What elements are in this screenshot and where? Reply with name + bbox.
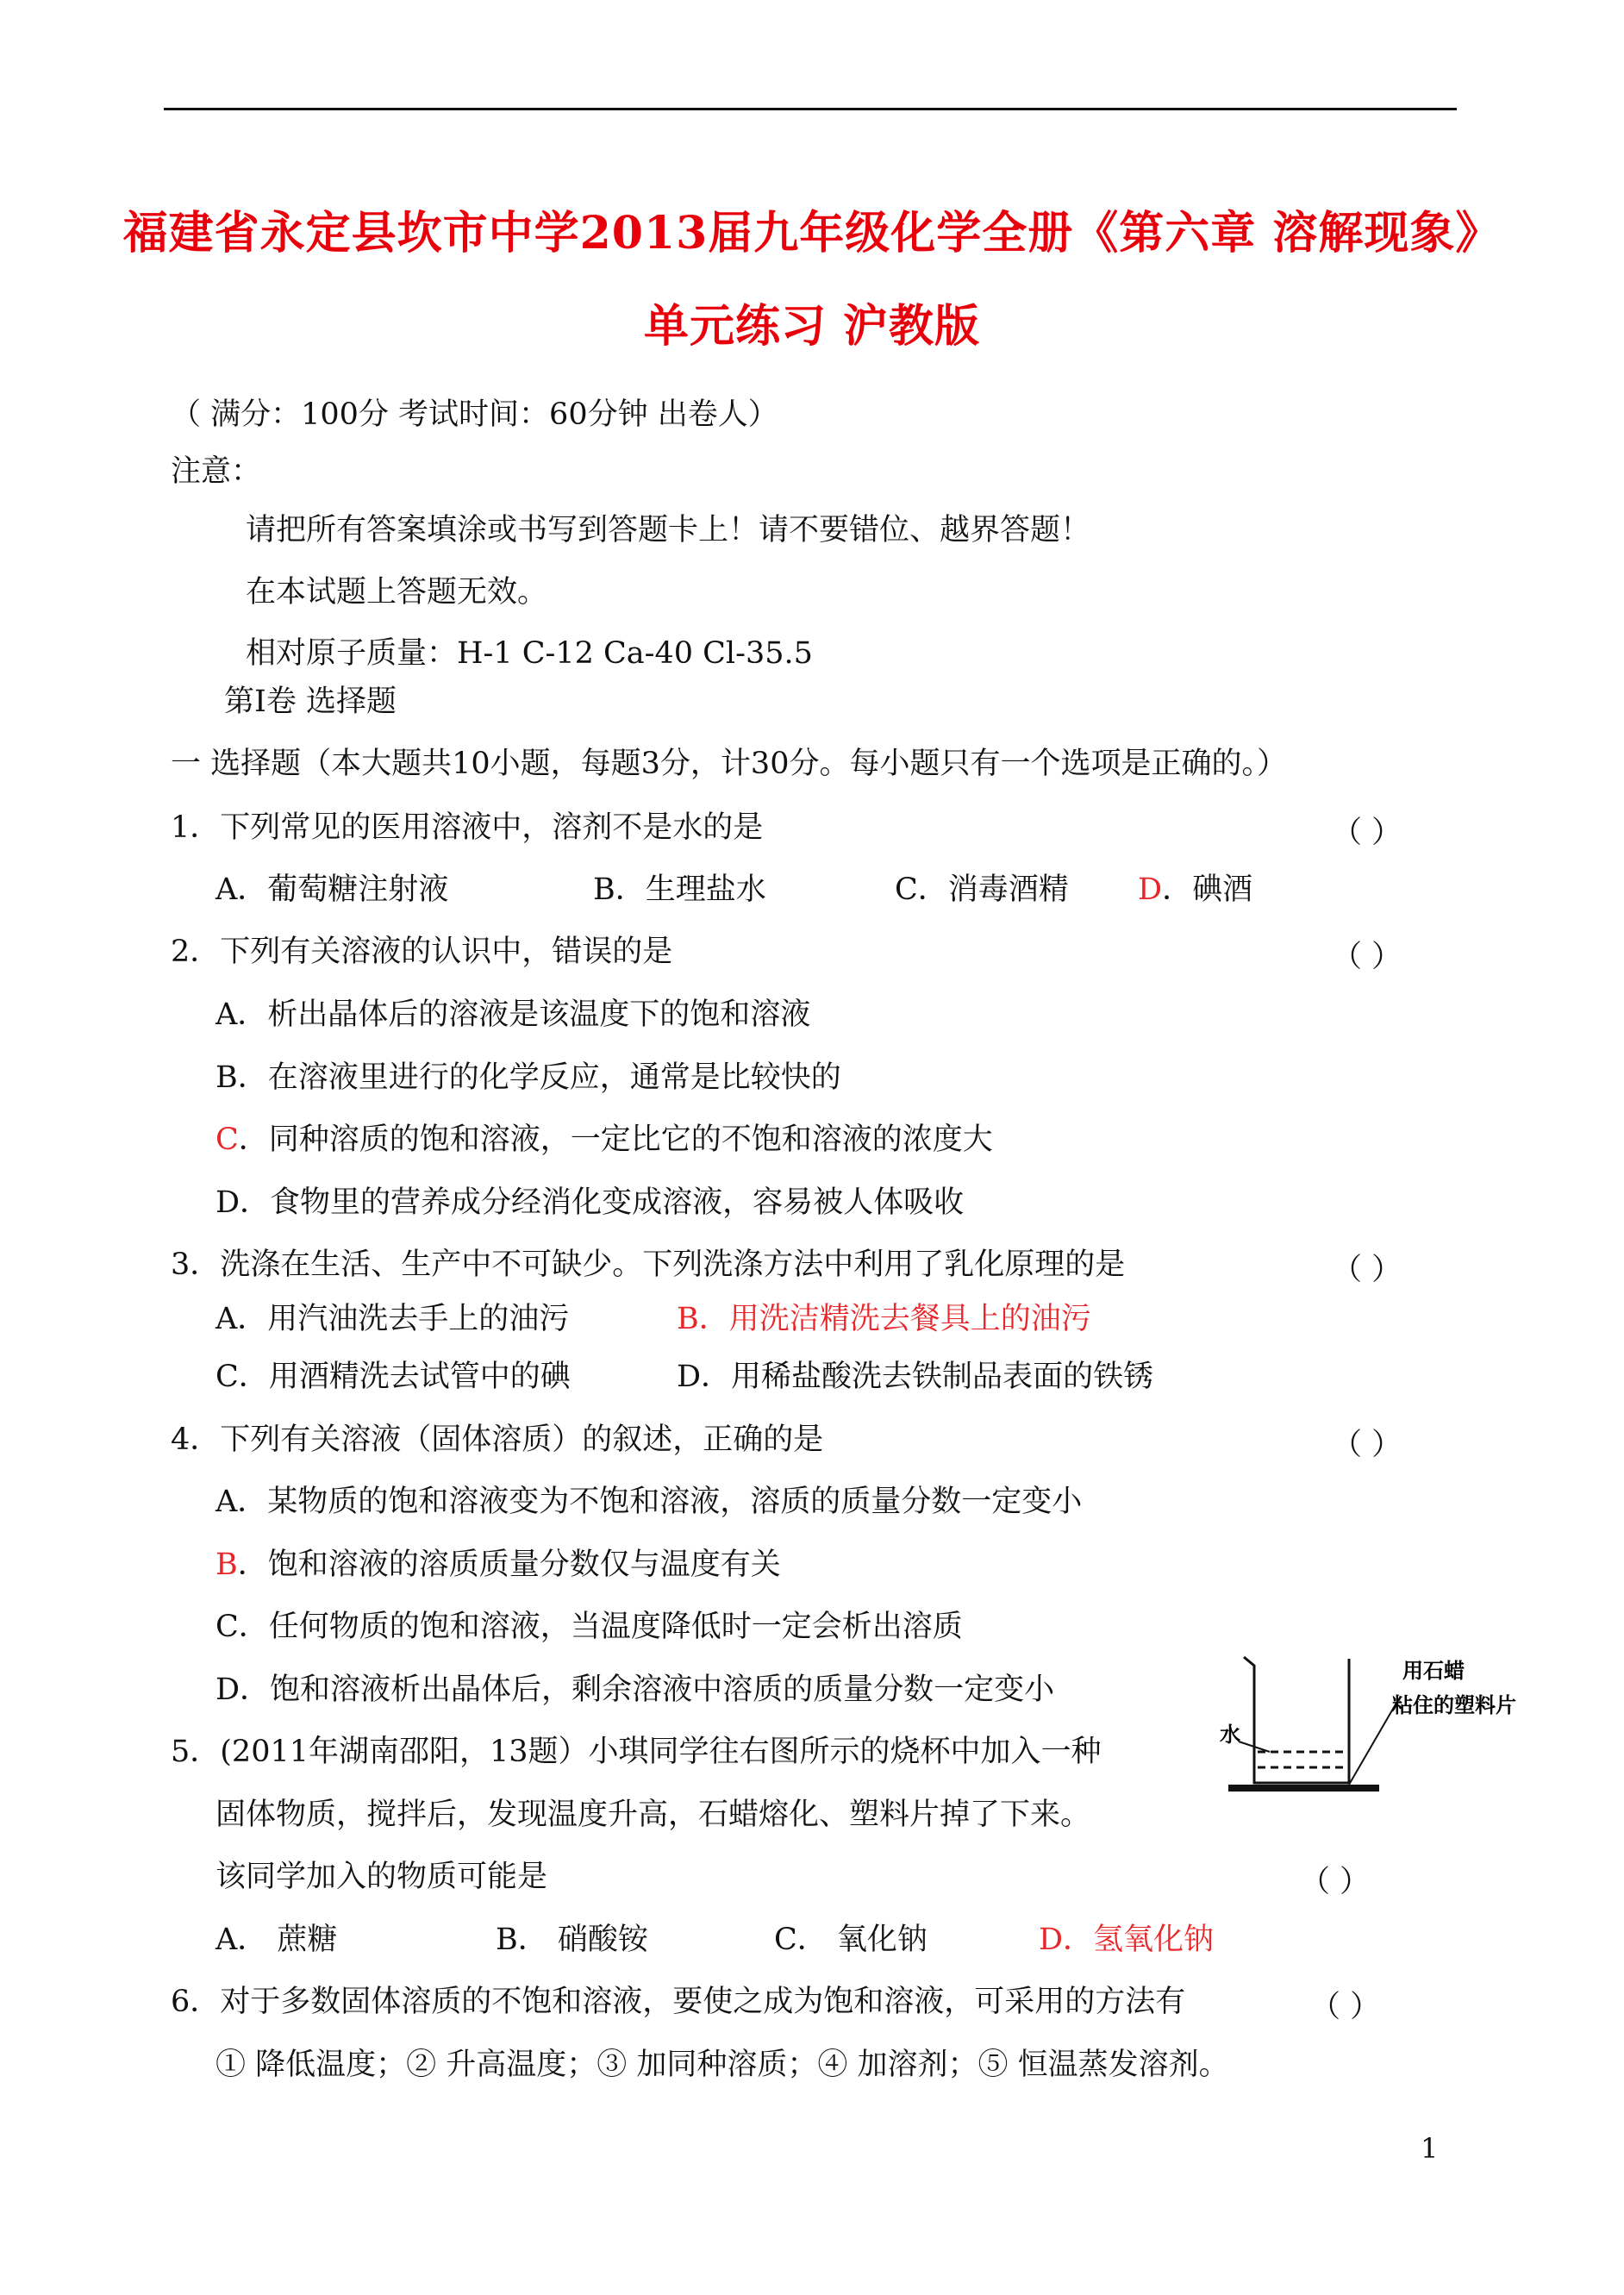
q4-option-b-text: ．饱和溶液的溶质质量分数仅与温度有关 xyxy=(237,1548,781,1582)
q3-option-b: B．用洗洁精洗去餐具上的油污 xyxy=(677,1302,1091,1336)
q4-option-b xyxy=(215,1546,781,1584)
q6-methods: ① 降低温度；② 升高温度；③ 加同种溶质；④ 加溶剂；⑤ 恒温蒸发溶剂。 xyxy=(215,2048,1229,2082)
figure-label-plate-2: 粘住的塑料片 xyxy=(1392,1693,1516,1717)
q2-option-c xyxy=(215,1121,993,1159)
q2-option-a: A．析出晶体后的溶液是该温度下的饱和溶液 xyxy=(215,997,811,1032)
q2-option-b: B．在溶液里进行的化学反应，通常是比较快的 xyxy=(215,1060,841,1095)
question-4-stem: 4．下列有关溶液（固体溶质）的叙述，正确的是 xyxy=(171,1423,824,1457)
question-3-stem: 3．洗涤在生活、生产中不可缺少。下列洗涤方法中利用了乳化原理的是 xyxy=(171,1248,1126,1282)
atomic-mass: 相对原子质量：H-1 C-12 Ca-40 Cl-35.5 xyxy=(246,636,813,671)
question-6-answer-paren: （ ） xyxy=(1310,1990,1381,2024)
q1-option-c: C．消毒酒精 xyxy=(895,872,1069,907)
section-heading: 一 选择题（本大题共10小题，每题3分，计30分。每小题只有一个选项是正确的。） xyxy=(171,747,1287,781)
question-5-stem-3: 该同学加入的物质可能是 xyxy=(215,1860,548,1894)
q2-option-c-letter: C xyxy=(215,1122,239,1157)
question-4-answer-paren: （ ） xyxy=(1332,1428,1402,1462)
figure-label-plate-1: 用石蜡 xyxy=(1402,1659,1465,1683)
beaker-figure xyxy=(1220,1647,1539,1810)
notice-line-2: 在本试题上答题无效。 xyxy=(246,575,548,610)
q1-option-d-text: ．碘酒 xyxy=(1162,872,1253,907)
q2-option-d: D．食物里的营养成分经消化变成溶液，容易被人体吸收 xyxy=(215,1185,965,1220)
q3-option-a: A．用汽油洗去手上的油污 xyxy=(215,1302,570,1336)
page-number: 1 xyxy=(1421,2132,1439,2165)
part-heading: 第Ⅰ卷 选择题 xyxy=(224,685,397,719)
q1-option-d xyxy=(1138,871,1252,909)
q4-option-a: A．某物质的饱和溶液变为不饱和溶液，溶质的质量分数一定变小 xyxy=(215,1485,1083,1519)
question-5-answer-paren: （ ） xyxy=(1300,1865,1371,1899)
notice-line-1: 请把所有答案填涂或书写到答题卡上！请不要错位、越界答题！ xyxy=(246,513,1091,547)
page-title-line1: 福建省永定县坎市中学2013届九年级化学全册《第六章 溶解现象》 xyxy=(122,207,1502,260)
beaker-drawing xyxy=(1220,1647,1539,1810)
notice-label: 注意： xyxy=(171,454,262,489)
page-title-line2: 单元练习 沪教版 xyxy=(643,300,981,353)
header-rule xyxy=(164,108,1457,110)
question-3-answer-paren: （ ） xyxy=(1332,1253,1402,1287)
q1-option-a: A．葡萄糖注射液 xyxy=(215,872,449,907)
q5-option-a: A． 蔗糖 xyxy=(215,1923,338,1957)
question-5-stem-1: 5．(2011年湖南邵阳，13题）小琪同学往右图所示的烧杯中加入一种 xyxy=(171,1735,1102,1769)
question-1-stem: 1．下列常见的医用溶液中，溶剂不是水的是 xyxy=(171,810,764,845)
exam-meta: （ 满分：100分 考试时间：60分钟 出卷人） xyxy=(171,397,778,432)
question-2-answer-paren: （ ） xyxy=(1332,940,1402,974)
q5-option-b: B． 硝酸铵 xyxy=(496,1923,648,1957)
q3-option-c: C．用酒精洗去试管中的碘 xyxy=(215,1360,571,1394)
question-6-stem: 6．对于多数固体溶质的不饱和溶液，要使之成为饱和溶液，可采用的方法有 xyxy=(171,1985,1186,2019)
q2-option-c-text: ．同种溶质的饱和溶液，一定比它的不饱和溶液的浓度大 xyxy=(238,1122,993,1157)
q5-option-c: C． 氧化钠 xyxy=(774,1923,928,1957)
question-1-answer-paren: （ ） xyxy=(1332,816,1402,850)
q4-option-c: C．任何物质的饱和溶液，当温度降低时一定会析出溶质 xyxy=(215,1610,963,1644)
question-5-stem-2: 固体物质，搅拌后，发现温度升高，石蜡熔化、塑料片掉了下来。 xyxy=(215,1798,1091,1832)
q1-option-d-letter: D xyxy=(1138,872,1163,907)
figure-label-water: 水 xyxy=(1220,1723,1240,1747)
q1-option-b: B．生理盐水 xyxy=(593,872,766,907)
q5-option-d: D．氢氧化钠 xyxy=(1039,1923,1215,1957)
q4-option-b-letter: B xyxy=(215,1548,238,1582)
question-2-stem: 2．下列有关溶液的认识中，错误的是 xyxy=(171,935,673,969)
q4-option-d: D．饱和溶液析出晶体后，剩余溶液中溶质的质量分数一定变小 xyxy=(215,1673,1055,1707)
q3-option-d: D．用稀盐酸洗去铁制品表面的铁锈 xyxy=(677,1360,1154,1394)
